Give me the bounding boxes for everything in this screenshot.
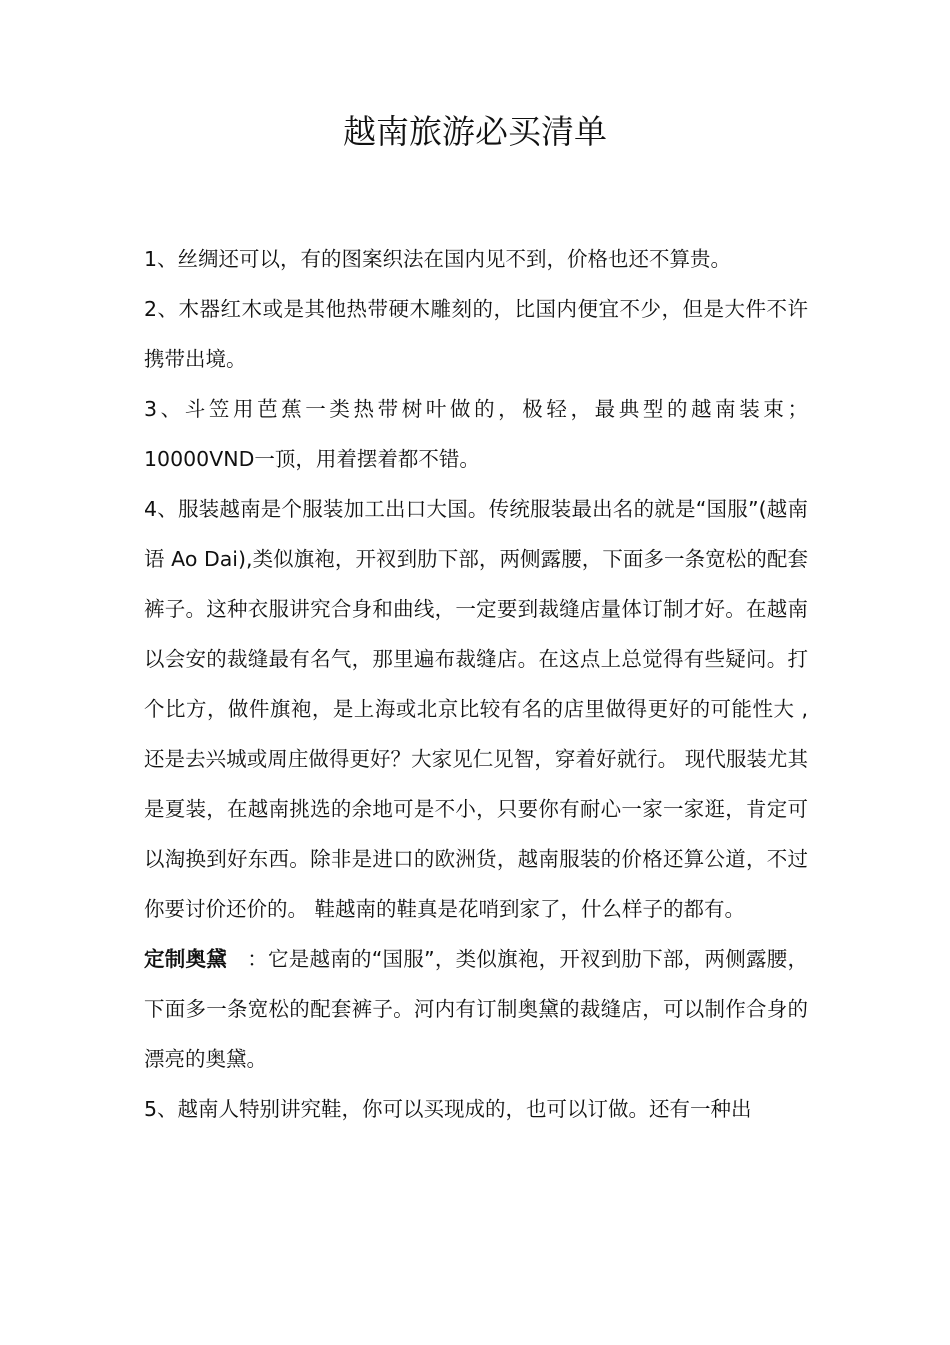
paragraph-silk: 1、丝绸还可以，有的图案织法在国内见不到，价格也还不算贵。 xyxy=(144,247,732,271)
paragraph-woodwork: 2、木器红木或是其他热带硬木雕刻的，比国内便宜不少，但是大件不许携带出境。 xyxy=(144,297,808,371)
custom-aodai-text: 它是越南的“国服”，类似旗袍，开衩到肋下部，两侧露腰，下面多一条宽松的配套裤子。河内有订制奥黛的裁缝店，可以制作合身的漂亮的奥黛。 xyxy=(144,947,808,1071)
custom-aodai-term: 定制奥黛 xyxy=(144,947,227,971)
paragraph-conical-hat: 3、斗笠用芭蕉一类热带树叶做的，极轻，最典型的越南装束；10000VND一顶，用着摆着都不错。 xyxy=(144,397,808,471)
custom-aodai-separator: ： xyxy=(226,947,268,971)
paragraph-custom-aodai xyxy=(144,934,808,1084)
paragraph-shoes: 5、越南人特别讲究鞋，你可以买现成的，也可以订做。还有一种出 xyxy=(144,1097,752,1121)
paragraph-clothing: 4、服装越南是个服装加工出口大国。传统服装最出名的就是“国服”(越南语 Ao Dai),类似旗袍，开衩到肋下部，两侧露腰，下面多一条宽松的配套裤子。这种衣服讲究合身和曲线，一定要到裁缝店量体订制才好。在越南以会安的裁缝最有名气，那里遍布裁缝店。在这点上总觉得有些疑问。打个比方，做件旗袍，是上海或北京比较有名的店里做得更好的可能性大 ,还是去兴城或周庄做得更好？大家见仁见智，穿着好就行。 现代服装尤其是夏装，在越南挑选的余地可是不小，只要你有耐心一家一家逛，肯定可以淘换到好东西。除非是进口的欧洲货，越南服装的价格还算公道，不过你要讨价还价的。 鞋越南的鞋真是花哨到家了，什么样子的都有。 xyxy=(144,497,808,921)
document-title: 越南旅游必买清单 xyxy=(343,112,607,151)
document-body xyxy=(144,234,808,1134)
